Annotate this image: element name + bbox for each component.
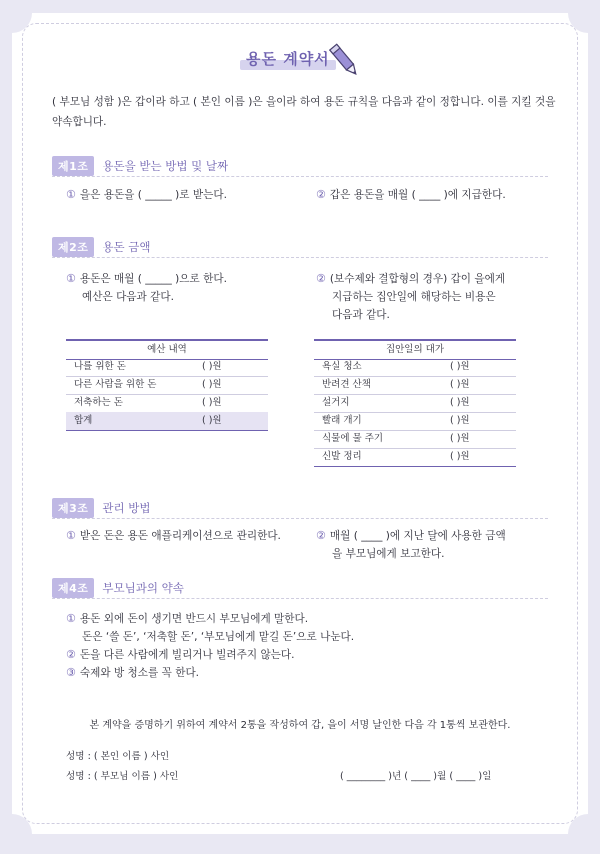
row-label: 신발 정리 [322,451,362,462]
section-3-header [52,498,151,518]
item-number: ① [66,272,76,285]
item-number: ① [66,612,76,625]
table-row [314,394,516,413]
signature-line-parent: 성명 : ( 부모님 이름 ) 사인 [66,771,179,782]
table-row [314,448,516,467]
clause-item [316,527,506,545]
clause-item [316,186,506,204]
item-text: 을 부모님에게 보고한다. [332,548,445,560]
page-title: 용돈 계약서 [246,50,330,68]
table-row [314,412,516,431]
row-label: 저축하는 돈 [74,397,123,408]
item-text: 용돈은 매월 ( _____ )으로 한다. [79,273,227,285]
row-label: 나를 위한 돈 [74,361,126,372]
clause-item [66,664,199,682]
clause-item [66,610,308,628]
contract-date: ( ________ )년 ( ____ )월 ( ____ )일 [340,771,492,782]
item-text: 다음과 같다. [332,309,390,321]
title-block [240,42,370,82]
row-label: 빨래 개기 [322,415,362,426]
section-title: 용돈을 받는 방법 및 날짜 [102,159,229,173]
clause-item [66,270,227,288]
section-1-header [52,156,228,176]
clause-item [316,270,505,288]
item-text: (보수제와 결합형의 경우) 갑이 을에게 [329,273,506,285]
section-divider [52,598,548,599]
section-title: 부모님과의 약속 [102,581,184,595]
row-value: ( )원 [450,433,470,444]
intro-text: ( 부모님 성함 )은 갑이라 하고 ( 본인 이름 )은 을이라 하여 용돈 규칙을 다음과 같이 정합니다. 이를 지킬 것을 약속합니다. [52,96,556,128]
section-badge: 제2조 [52,237,94,257]
section-badge: 제3조 [52,498,94,518]
signature-line-child: 성명 : ( 본인 이름 ) 사인 [66,751,170,762]
clause-item [66,646,295,664]
item-text: 갑은 용돈을 매월 ( ____ )에 지급한다. [329,189,506,201]
row-value: ( )원 [202,397,222,408]
item-text: 지급하는 집안일에 해당하는 비용은 [332,291,496,303]
item-text: 숙제와 방 청소를 꼭 한다. [79,667,200,679]
chore-table-title: 집안일의 대가 [314,339,516,360]
item-text: 용돈 외에 돈이 생기면 반드시 부모님에게 말한다. [79,613,309,625]
row-label: 식물에 물 주기 [322,433,384,444]
table-row [314,430,516,449]
section-4-header [52,578,184,598]
section-divider [52,257,548,258]
table-row [314,358,516,377]
clause-item [66,186,227,204]
section-badge: 제1조 [52,156,94,176]
row-value: ( )원 [202,415,222,426]
pencil-icon [326,40,366,80]
item-number: ① [66,529,76,542]
table-bottom-rule [314,466,516,467]
table-row [314,376,516,395]
row-value: ( )원 [450,415,470,426]
item-text: 예산은 다음과 같다. [82,291,174,303]
footer-statement: 본 계약을 증명하기 위하여 계약서 2통을 작성하여 갑, 을이 서명 날인한 다음 각 1통씩 보관한다. [89,720,511,731]
row-value: ( )원 [202,361,222,372]
row-label: 합계 [74,415,93,426]
item-number: ② [66,648,76,661]
item-number: ① [66,188,76,201]
table-row [66,358,268,377]
table-row-total [66,412,268,431]
item-text: 돈을 다른 사람에게 빌리거나 빌려주지 않는다. [79,649,295,661]
table-row [66,394,268,413]
item-text: 매월 ( ____ )에 지난 달에 사용한 금액 [329,530,506,542]
item-text: 을은 용돈을 ( _____ )로 받는다. [79,189,227,201]
item-text: 받은 돈은 용돈 애플리케이션으로 관리한다. [79,530,281,542]
clause-item [66,527,281,545]
row-label: 욕실 청소 [322,361,362,372]
row-value: ( )원 [202,379,222,390]
section-divider [52,518,548,519]
section-title: 관리 방법 [102,501,151,515]
section-title: 용돈 금액 [102,240,151,254]
table-bottom-rule [66,430,268,431]
item-number: ② [316,272,326,285]
row-label: 다른 사람을 위한 돈 [74,379,157,390]
item-number: ② [316,188,326,201]
row-value: ( )원 [450,379,470,390]
section-2-header [52,237,151,257]
budget-table-title: 예산 내역 [66,339,268,360]
row-label: 설거지 [322,397,350,408]
row-value: ( )원 [450,361,470,372]
item-text: 돈은 ‘쓸 돈’, ‘저축할 돈’, ‘부모님에게 맡길 돈’으로 나눈다. [82,631,355,643]
row-label: 반려견 산책 [322,379,371,390]
item-number: ③ [66,666,76,679]
row-value: ( )원 [450,397,470,408]
item-number: ② [316,529,326,542]
section-badge: 제4조 [52,578,94,598]
row-value: ( )원 [450,451,470,462]
table-row [66,376,268,395]
section-divider [52,176,548,177]
